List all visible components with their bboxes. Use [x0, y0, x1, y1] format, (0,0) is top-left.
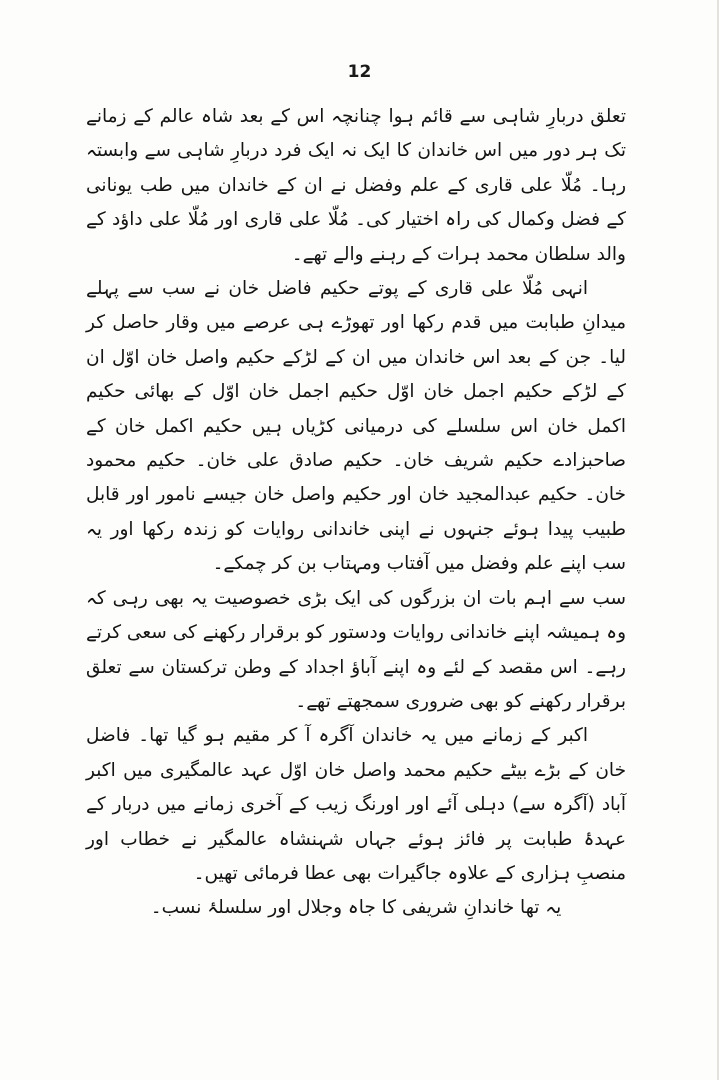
- paragraph-2: انہی مُلّا علی قاری کے پوتے حکیم فاضل خان نے سب سے پہلے میدانِ طبابت میں قدم رکھا اور تھوڑے ہی عرصے میں وقار حاصل کر لیا۔ جن کے بعد اس خاندان میں ان کے لڑکے حکیم واصل خان اوّل ان کے لڑکے حکیم اجمل خان اوّل حکیم اجمل خان اوّل کے بھائی حکیم اکمل خان اس سلسلے کی درمیانی کڑیاں ہیں حکیم اکمل خان کے صاحبزادے حکیم شریف خان۔ حکیم صادق علی خان۔ حکیم محمود خان۔ حکیم عبدالمجید خان اور حکیم واصل خان جیسے نامور اور قابل طبیب پیدا ہوئے جنہوں نے اپنی خاندانی روایات کو زندہ رکھا اور یہ سب اپنے علم وفضل میں آفتاب ومہتاب بن کر چمکے۔: [86, 278, 626, 575]
- paragraph-5: یہ تھا خاندانِ شریفی کا جاہ وجلال اور سلسلۂ نسب۔: [150, 897, 562, 919]
- page-number: 12: [347, 62, 372, 82]
- paragraph-4: اکبر کے زمانے میں یہ خاندان آگرہ آ کر مقیم ہو گیا تھا۔ فاضل خان کے بڑے بیٹے حکیم محمد واصل خان اوّل عہد عالمگیری میں اکبر آباد (آگرہ سے) دہلی آئے اور اورنگ زیب کے آخری زمانے میں دربار کے عہدۂ طبابت پر فائز ہوئے جہاں شہنشاہ عالمگیر نے خطاب اور منصبِ ہزاری کے علاوہ جاگیرات بھی عطا فرمائی تھیں۔: [86, 725, 626, 884]
- paragraph-3: سب سے اہم بات ان بزرگوں کی ایک بڑی خصوصیت یہ بھی رہی کہ وہ ہمیشہ اپنے خاندانی روایات ودستور کو برقرار رکھنے کی سعی کرتے رہے۔ اس مقصد کے لئے وہ اپنے آباؤ اجداد کے وطن ترکستان سے تعلق برقرار رکھنے کو بھی ضروری سمجھتے تھے۔: [86, 587, 626, 712]
- body-text: [86, 100, 626, 926]
- paragraph-1: تعلق دربارِ شاہی سے قائم ہوا چنانچہ اس کے بعد شاہ عالم کے زمانے تک ہر دور میں اس خاندان کا ایک نہ ایک فرد دربارِ شاہی سے وابستہ رہا۔ مُلّا علی قاری کے علم وفضل نے ان کے خاندان میں طب یونانی کے فضل وکمال کی راہ اختیار کی۔ مُلّا علی قاری اور مُلّا علی داؤد کے والد سلطان محمد ہرات کے رہنے والے تھے۔: [86, 106, 626, 265]
